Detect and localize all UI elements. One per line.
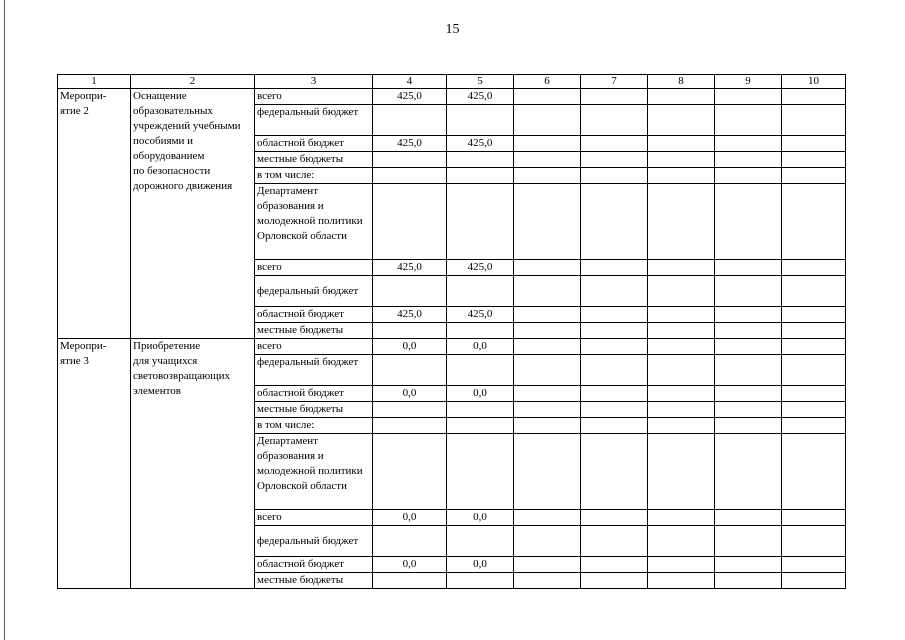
empty-cell-col7 xyxy=(581,184,648,260)
empty-cell-col9 xyxy=(715,260,782,276)
value-cell-col4 xyxy=(373,276,447,307)
funding-source-cell: федеральный бюджет xyxy=(255,526,373,557)
empty-cell-col7 xyxy=(581,402,648,418)
value-cell-col5 xyxy=(447,184,514,260)
value-cell-col4 xyxy=(373,105,447,136)
funding-source-cell: федеральный бюджет xyxy=(255,276,373,307)
measure-name-line: пособиями и xyxy=(133,135,194,147)
measure-name-cell xyxy=(131,89,255,339)
empty-cell-col6 xyxy=(514,418,581,434)
measure-name-line: световозвращающих xyxy=(133,370,231,382)
measure-name-line: Приобретение xyxy=(133,340,201,352)
empty-cell-col10 xyxy=(782,573,846,589)
empty-cell-col10 xyxy=(782,323,846,339)
empty-cell-col10 xyxy=(782,168,846,184)
empty-cell-col10 xyxy=(782,89,846,105)
empty-cell-col8 xyxy=(648,184,715,260)
value-cell-col4 xyxy=(373,184,447,260)
value-cell-col4: 0,0 xyxy=(373,510,447,526)
funding-source-cell: местные бюджеты xyxy=(255,323,373,339)
funding-source-cell: областной бюджет xyxy=(255,557,373,573)
funding-source-cell: всего xyxy=(255,339,373,355)
measure-line: ятие 2 xyxy=(60,105,89,117)
empty-cell-col7 xyxy=(581,152,648,168)
empty-cell-col6 xyxy=(514,184,581,260)
empty-cell-col9 xyxy=(715,557,782,573)
empty-cell-col6 xyxy=(514,152,581,168)
empty-cell-col7 xyxy=(581,307,648,323)
empty-cell-col7 xyxy=(581,105,648,136)
funding-source-cell: областной бюджет xyxy=(255,386,373,402)
column-header: 4 xyxy=(373,75,447,89)
empty-cell-col8 xyxy=(648,152,715,168)
value-cell-col4 xyxy=(373,573,447,589)
empty-cell-col8 xyxy=(648,386,715,402)
column-header: 9 xyxy=(715,75,782,89)
value-cell-col4 xyxy=(373,355,447,386)
empty-cell-col6 xyxy=(514,105,581,136)
value-cell-col4: 425,0 xyxy=(373,89,447,105)
empty-cell-col9 xyxy=(715,136,782,152)
value-cell-col5 xyxy=(447,526,514,557)
funding-source-cell: местные бюджеты xyxy=(255,152,373,168)
empty-cell-col8 xyxy=(648,276,715,307)
value-cell-col5: 425,0 xyxy=(447,307,514,323)
empty-cell-col9 xyxy=(715,510,782,526)
empty-cell-col8 xyxy=(648,573,715,589)
measure-line: Меропри- xyxy=(60,340,107,352)
empty-cell-col8 xyxy=(648,307,715,323)
empty-cell-col8 xyxy=(648,402,715,418)
measure-name-cell xyxy=(131,339,255,589)
empty-cell-col9 xyxy=(715,168,782,184)
measure-cell xyxy=(58,339,131,589)
empty-cell-col7 xyxy=(581,386,648,402)
measure-name-line: дорожного движения xyxy=(133,180,233,192)
empty-cell-col7 xyxy=(581,136,648,152)
empty-cell-col8 xyxy=(648,89,715,105)
empty-cell-col8 xyxy=(648,168,715,184)
value-cell-col5: 0,0 xyxy=(447,557,514,573)
page-number: 15 xyxy=(445,22,460,37)
value-cell-col5 xyxy=(447,355,514,386)
value-cell-col5 xyxy=(447,418,514,434)
empty-cell-col10 xyxy=(782,339,846,355)
empty-cell-col9 xyxy=(715,89,782,105)
empty-cell-col8 xyxy=(648,323,715,339)
empty-cell-col10 xyxy=(782,418,846,434)
empty-cell-col10 xyxy=(782,526,846,557)
measure-name-line: для учащихся xyxy=(133,355,198,367)
measure-name-line: элементов xyxy=(133,385,181,397)
value-cell-col4 xyxy=(373,152,447,168)
funding-source-cell: всего xyxy=(255,260,373,276)
empty-cell-col9 xyxy=(715,323,782,339)
table-row xyxy=(58,339,846,355)
empty-cell-col10 xyxy=(782,152,846,168)
value-cell-col5: 425,0 xyxy=(447,89,514,105)
value-cell-col5: 0,0 xyxy=(447,510,514,526)
empty-cell-col9 xyxy=(715,434,782,510)
empty-cell-col8 xyxy=(648,260,715,276)
empty-cell-col6 xyxy=(514,307,581,323)
empty-cell-col6 xyxy=(514,276,581,307)
measure-cell xyxy=(58,89,131,339)
value-cell-col5: 425,0 xyxy=(447,136,514,152)
empty-cell-col10 xyxy=(782,557,846,573)
funding-source-cell: местные бюджеты xyxy=(255,402,373,418)
column-header: 7 xyxy=(581,75,648,89)
empty-cell-col9 xyxy=(715,339,782,355)
page-edge-line xyxy=(4,0,5,640)
empty-cell-col9 xyxy=(715,152,782,168)
value-cell-col4: 425,0 xyxy=(373,260,447,276)
measure-name-line: учреждений учебными xyxy=(133,120,241,132)
measure-name-line: оборудованием xyxy=(133,150,205,162)
empty-cell-col10 xyxy=(782,434,846,510)
funding-source-cell: федеральный бюджет xyxy=(255,105,373,136)
header-row xyxy=(58,75,846,89)
empty-cell-col9 xyxy=(715,418,782,434)
funding-source-cell: в том числе: xyxy=(255,418,373,434)
table-body xyxy=(58,89,846,589)
empty-cell-col6 xyxy=(514,260,581,276)
funding-source-cell: местные бюджеты xyxy=(255,573,373,589)
measure-line: ятие 3 xyxy=(60,355,89,367)
measure-line: Меропри- xyxy=(60,90,107,102)
empty-cell-col9 xyxy=(715,402,782,418)
empty-cell-col8 xyxy=(648,557,715,573)
empty-cell-col6 xyxy=(514,136,581,152)
column-header: 10 xyxy=(782,75,846,89)
funding-source-cell: федеральный бюджет xyxy=(255,355,373,386)
funding-source-cell: областной бюджет xyxy=(255,307,373,323)
funding-source-cell: в том числе: xyxy=(255,168,373,184)
measure-name-line: Оснащение xyxy=(133,90,187,102)
empty-cell-col8 xyxy=(648,434,715,510)
value-cell-col5 xyxy=(447,168,514,184)
empty-cell-col8 xyxy=(648,136,715,152)
empty-cell-col9 xyxy=(715,276,782,307)
empty-cell-col8 xyxy=(648,339,715,355)
empty-cell-col10 xyxy=(782,386,846,402)
column-header: 8 xyxy=(648,75,715,89)
empty-cell-col7 xyxy=(581,355,648,386)
empty-cell-col6 xyxy=(514,510,581,526)
empty-cell-col10 xyxy=(782,355,846,386)
measure-name-line: образовательных xyxy=(133,105,213,117)
table-row xyxy=(58,89,846,105)
empty-cell-col6 xyxy=(514,573,581,589)
value-cell-col4 xyxy=(373,323,447,339)
empty-cell-col7 xyxy=(581,339,648,355)
value-cell-col5 xyxy=(447,573,514,589)
empty-cell-col10 xyxy=(782,402,846,418)
empty-cell-col6 xyxy=(514,386,581,402)
empty-cell-col7 xyxy=(581,323,648,339)
empty-cell-col9 xyxy=(715,573,782,589)
value-cell-col4: 0,0 xyxy=(373,339,447,355)
empty-cell-col9 xyxy=(715,184,782,260)
empty-cell-col6 xyxy=(514,434,581,510)
empty-cell-col6 xyxy=(514,323,581,339)
empty-cell-col7 xyxy=(581,557,648,573)
value-cell-col5 xyxy=(447,434,514,510)
value-cell-col4 xyxy=(373,434,447,510)
empty-cell-col10 xyxy=(782,307,846,323)
empty-cell-col7 xyxy=(581,168,648,184)
budget-table xyxy=(57,74,846,589)
column-header: 1 xyxy=(58,75,131,89)
empty-cell-col9 xyxy=(715,307,782,323)
column-header: 5 xyxy=(447,75,514,89)
empty-cell-col6 xyxy=(514,89,581,105)
empty-cell-col6 xyxy=(514,526,581,557)
column-header: 6 xyxy=(514,75,581,89)
empty-cell-col7 xyxy=(581,89,648,105)
empty-cell-col8 xyxy=(648,526,715,557)
empty-cell-col9 xyxy=(715,105,782,136)
empty-cell-col6 xyxy=(514,557,581,573)
column-header: 2 xyxy=(131,75,255,89)
empty-cell-col6 xyxy=(514,355,581,386)
empty-cell-col7 xyxy=(581,260,648,276)
funding-source-cell: областной бюджет xyxy=(255,136,373,152)
empty-cell-col9 xyxy=(715,355,782,386)
funding-source-cell: Департамент образования и молодежной политики Орловской области xyxy=(255,184,373,260)
empty-cell-col7 xyxy=(581,434,648,510)
empty-cell-col10 xyxy=(782,276,846,307)
empty-cell-col7 xyxy=(581,418,648,434)
empty-cell-col8 xyxy=(648,418,715,434)
value-cell-col4 xyxy=(373,168,447,184)
value-cell-col5: 425,0 xyxy=(447,260,514,276)
empty-cell-col7 xyxy=(581,510,648,526)
value-cell-col5 xyxy=(447,323,514,339)
value-cell-col4 xyxy=(373,402,447,418)
measure-name-line: по безопасности xyxy=(133,165,211,177)
empty-cell-col6 xyxy=(514,402,581,418)
empty-cell-col10 xyxy=(782,184,846,260)
empty-cell-col8 xyxy=(648,355,715,386)
empty-cell-col10 xyxy=(782,260,846,276)
value-cell-col5 xyxy=(447,105,514,136)
empty-cell-col6 xyxy=(514,168,581,184)
value-cell-col5 xyxy=(447,276,514,307)
empty-cell-col8 xyxy=(648,510,715,526)
empty-cell-col9 xyxy=(715,526,782,557)
value-cell-col4: 0,0 xyxy=(373,557,447,573)
empty-cell-col10 xyxy=(782,510,846,526)
value-cell-col4: 425,0 xyxy=(373,307,447,323)
empty-cell-col7 xyxy=(581,526,648,557)
value-cell-col5 xyxy=(447,152,514,168)
value-cell-col4: 425,0 xyxy=(373,136,447,152)
empty-cell-col7 xyxy=(581,573,648,589)
empty-cell-col9 xyxy=(715,386,782,402)
value-cell-col5 xyxy=(447,402,514,418)
empty-cell-col10 xyxy=(782,105,846,136)
funding-source-cell: всего xyxy=(255,89,373,105)
empty-cell-col10 xyxy=(782,136,846,152)
empty-cell-col6 xyxy=(514,339,581,355)
value-cell-col5: 0,0 xyxy=(447,386,514,402)
funding-source-cell: Департамент образования и молодежной политики Орловской области xyxy=(255,434,373,510)
value-cell-col5: 0,0 xyxy=(447,339,514,355)
empty-cell-col8 xyxy=(648,105,715,136)
column-header: 3 xyxy=(255,75,373,89)
value-cell-col4: 0,0 xyxy=(373,386,447,402)
empty-cell-col7 xyxy=(581,276,648,307)
value-cell-col4 xyxy=(373,526,447,557)
value-cell-col4 xyxy=(373,418,447,434)
funding-source-cell: всего xyxy=(255,510,373,526)
